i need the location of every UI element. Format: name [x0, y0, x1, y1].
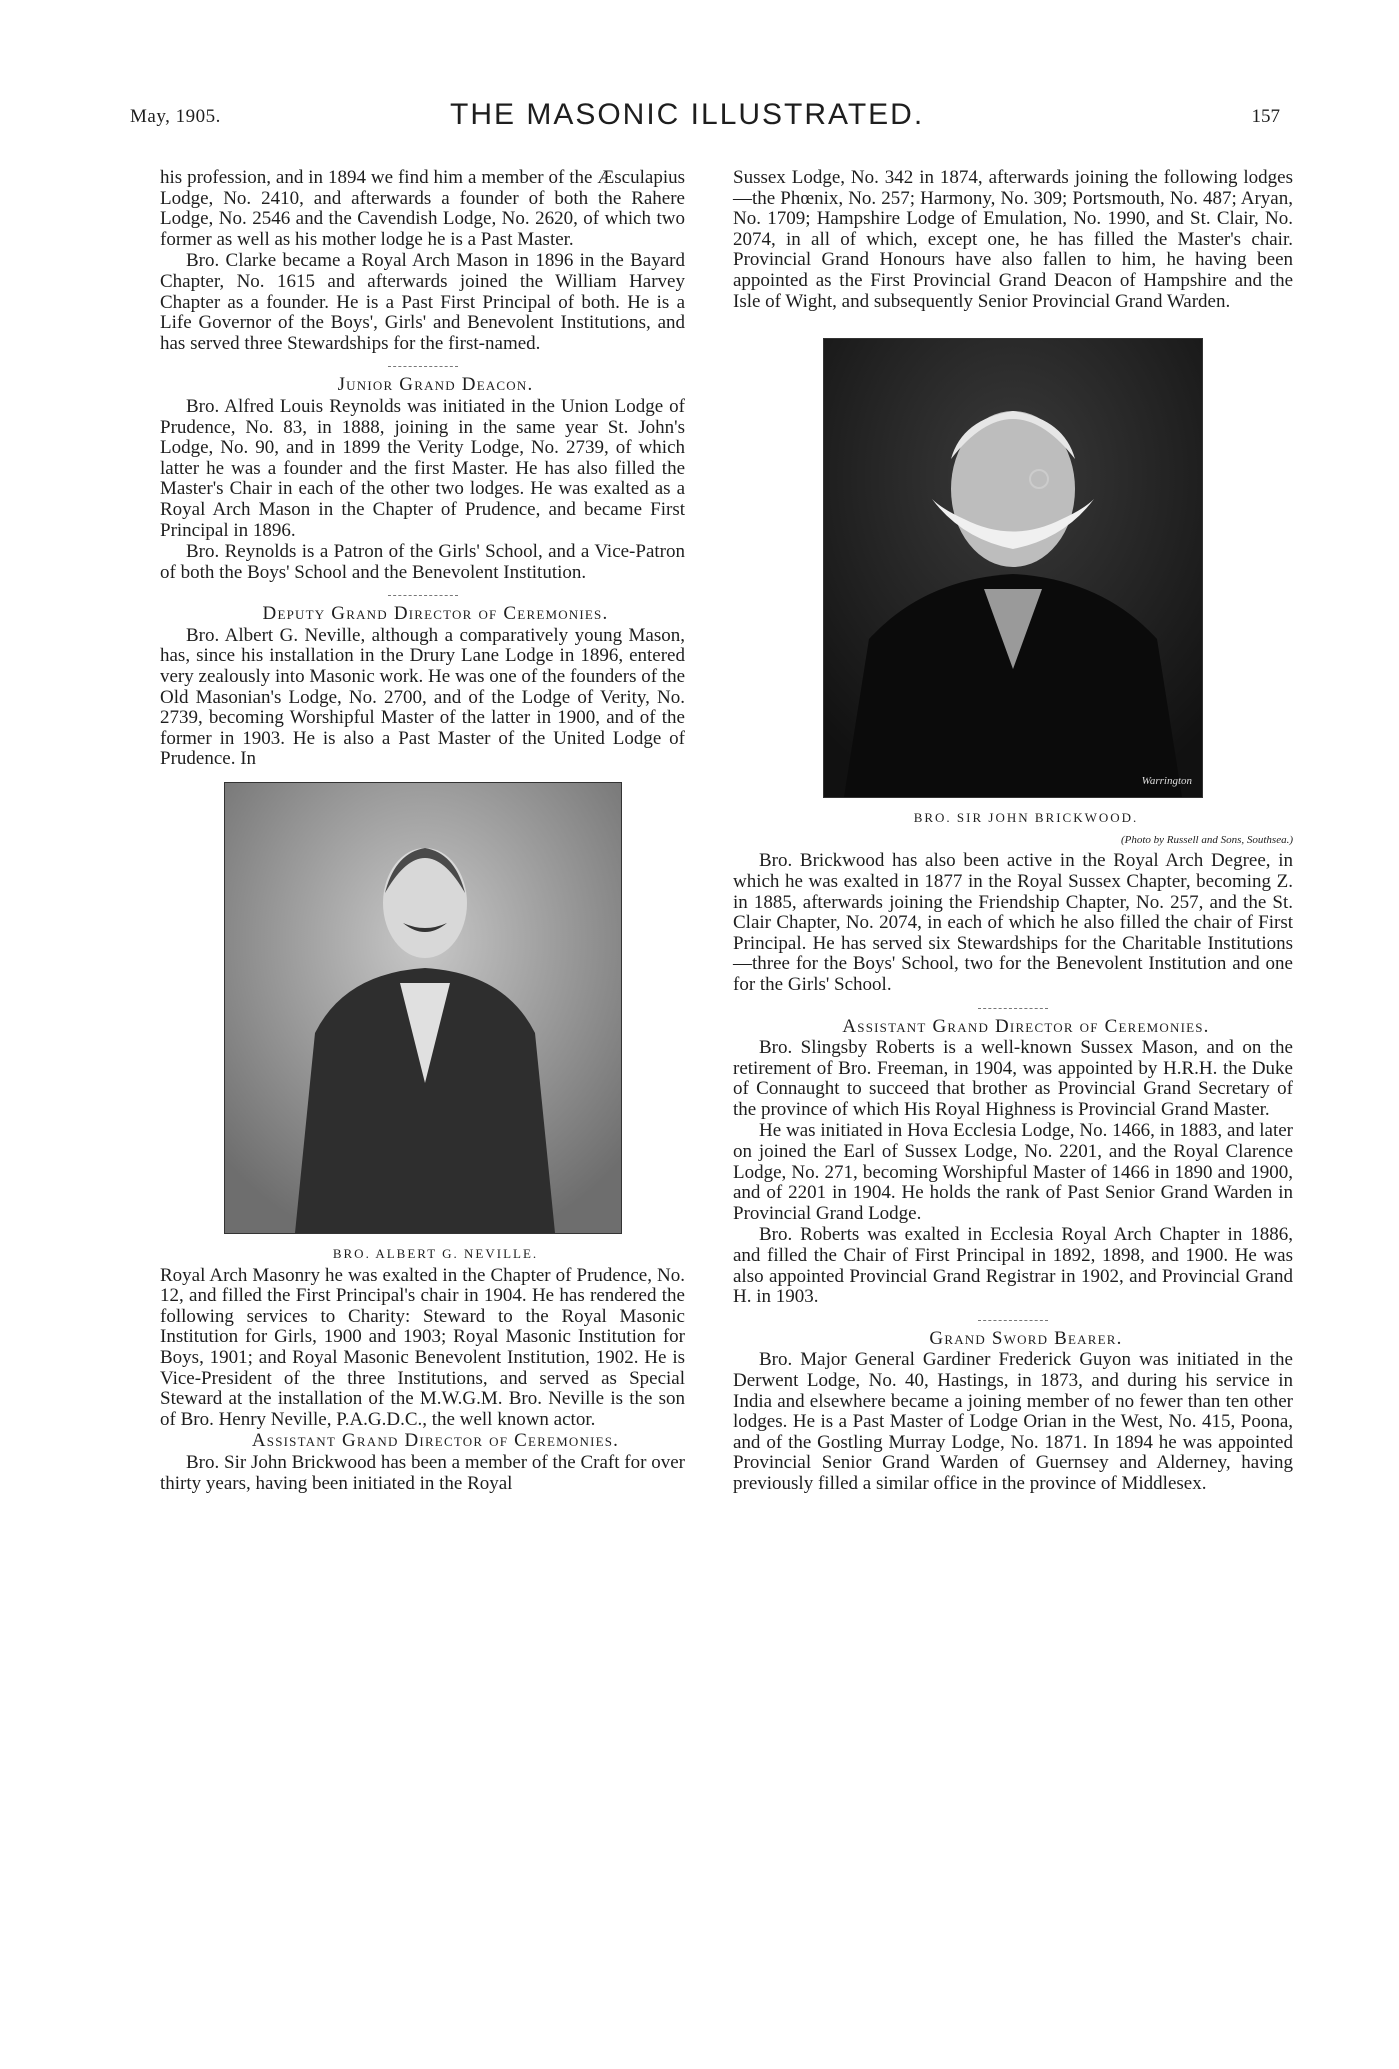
- paragraph: Bro. Albert G. Neville, although a comparatively young Mason, has, since his installation in the Drury Lane Lodge in 1896, entered very zealously into Masonic work. He was one of the founders of the Old Masonian's Lodge, No. 2700, and of the Lodge of Verity, No. 2739, becoming Worshipful Master of the latter in 1900, and of the former in 1903. He is also a Past Master of the United Lodge of Prudence. In: [160, 624, 685, 770]
- paragraph: Bro. Sir John Brickwood has been a member of the Craft for over thirty years, having been initiated in the Royal: [160, 1451, 685, 1494]
- photo-caption: BRO. ALBERT G. NEVILLE.: [332, 1246, 539, 1262]
- portrait-image: [225, 783, 621, 1233]
- section-heading-junior-grand-deacon: Junior Grand Deacon.: [337, 374, 534, 396]
- section-heading-grand-sword-bearer: Grand Sword Bearer.: [929, 1327, 1123, 1349]
- right-column: [733, 168, 1293, 1496]
- magazine-title: THE MASONIC ILLUSTRATED.: [450, 98, 925, 131]
- photographer-signature: Warrington: [1141, 774, 1192, 787]
- section-heading-assistant-grand-director: Assistant Grand Director of Ceremonies.: [251, 1430, 620, 1452]
- issue-date: May, 1905.: [130, 106, 221, 127]
- paragraph: He was initiated in Hova Ecclesia Lodge, No. 1466, in 1883, and later on joined the Earl of Sussex Lodge, No. 2201, and the Royal Clarence Lodge, No. 271, becoming Worshipful Master of 1466 in 1890 and 1900, and of 2201 in 1904. He holds the rank of Past Senior Grand Warden in Provincial Grand Lodge.: [733, 1120, 1293, 1224]
- portrait-image: [824, 339, 1202, 797]
- section-heading-assistant-grand-director: Assistant Grand Director of Ceremonies.: [842, 1015, 1210, 1037]
- section-divider: [978, 1320, 1048, 1321]
- paragraph: Bro. Alfred Louis Reynolds was initiated in the Union Lodge of Prudence, No. 83, in 1888, joining in the same year St. John's Lodge, No. 90, and in 1899 the Verity Lodge, No. 2739, of which latter he was a founder and the first Master. He has also filled the Master's Chair in each of the other two lodges. He was exalted as a Royal Arch Mason in the Chapter of Prudence, and became First Principal in 1896.: [160, 395, 685, 541]
- portrait-albert-neville: [224, 782, 622, 1234]
- section-divider: [978, 1008, 1048, 1009]
- section-heading-deputy-grand-director: Deputy Grand Director of Ceremonies.: [262, 603, 609, 625]
- paragraph: Sussex Lodge, No. 342 in 1874, afterwards joining the following lodges—the Phœnix, No. 257; Harmony, No. 309; Portsmouth, No. 487; Aryan, No. 1709; Hampshire Lodge of Emulation, No. 1990, and St. Clair, No. 2074, in all of which, except one, he has filled the Master's chair. Provincial Grand Honours have also fallen to him, he having been appointed as the First Provincial Grand Deacon of Hampshire and the Isle of Wight, and subsequently Senior Provincial Grand Warden.: [733, 167, 1293, 312]
- page-header: [130, 98, 1280, 138]
- paragraph: Royal Arch Masonry he was exalted in the Chapter of Prudence, No. 12, and filled the First Principal's chair in 1904. He has rendered the following services to Charity: Steward to the Royal Masonic Institution for Girls, 1900 and 1903; Royal Masonic Institution for Boys, 1901; and Royal Masonic Benevolent Institution, 1902. He is Vice-President of the three Institutions, and served as Special Steward at the installation of the M.W.G.M. Bro. Neville is the son of Bro. Henry Neville, P.A.G.D.C., the well known actor.: [160, 1264, 685, 1430]
- section-divider: [388, 595, 458, 596]
- paragraph: his profession, and in 1894 we find him a member of the Æsculapius Lodge, No. 2410, and afterwards a founder of both the Rahere Lodge, No. 2546 and the Cavendish Lodge, No. 2620, of which two former as well as his mother lodge he is a Past Master.: [160, 167, 685, 250]
- page-number: 157: [1251, 106, 1280, 127]
- paragraph: Bro. Reynolds is a Patron of the Girls' School, and a Vice-Patron of both the Boys' School and the Benevolent Institution.: [160, 541, 685, 583]
- section-divider: [388, 366, 458, 367]
- paragraph: Bro. Brickwood has also been active in the Royal Arch Degree, in which he was exalted in 1877 in the Royal Sussex Chapter, becoming Z. in 1885, afterwards joining the Friendship Chapter, No. 257, and the St. Clair Chapter, No. 2074, in each of which he also filled the chair of First Principal. He has served six Stewardships for the Charitable Institutions—three for the Boys' School, two for the Benevolent Institution and one for the Girls' School.: [733, 850, 1293, 995]
- left-column: [160, 168, 685, 1495]
- portrait-john-brickwood: [823, 338, 1203, 798]
- paragraph: Bro. Slingsby Roberts is a well-known Sussex Mason, and on the retirement of Bro. Freeman, in 1904, was appointed by H.R.H. the Duke of Connaught to succeed that brother as Provincial Grand Secretary of the province of which His Royal Highness is Provincial Grand Master.: [733, 1037, 1293, 1120]
- paragraph: Bro. Major General Gardiner Frederick Guyon was initiated in the Derwent Lodge, No. 40, Hastings, in 1873, and during his service in India and elsewhere became a joining member of no fewer than ten other lodges. He is a Past Master of Lodge Orian in the West, No. 415, Poona, and of the Gostling Murray Lodge, No. 1871. In 1894 he was appointed Provincial Senior Grand Warden of Guernsey and Alderney, having previously filled a similar office in the province of Middlesex.: [733, 1349, 1293, 1494]
- photo-credit: (Photo by Russell and Sons, Southsea.): [1120, 833, 1293, 846]
- paragraph: Bro. Clarke became a Royal Arch Mason in 1896 in the Bayard Chapter, No. 1615 and afterwards joined the William Harvey Chapter as a founder. He is a Past First Principal of both. He is a Life Governor of the Boys', Girls' and Benevolent Institutions, and has served three Stewardships for the first-named.: [160, 250, 685, 354]
- photo-caption: BRO. SIR JOHN BRICKWOOD.: [913, 810, 1139, 826]
- paragraph: Bro. Roberts was exalted in Ecclesia Royal Arch Chapter in 1886, and filled the Chair of First Principal in 1892, 1898, and 1900. He was also appointed Provincial Grand Registrar in 1902, and Provincial Grand H. in 1903.: [733, 1224, 1293, 1308]
